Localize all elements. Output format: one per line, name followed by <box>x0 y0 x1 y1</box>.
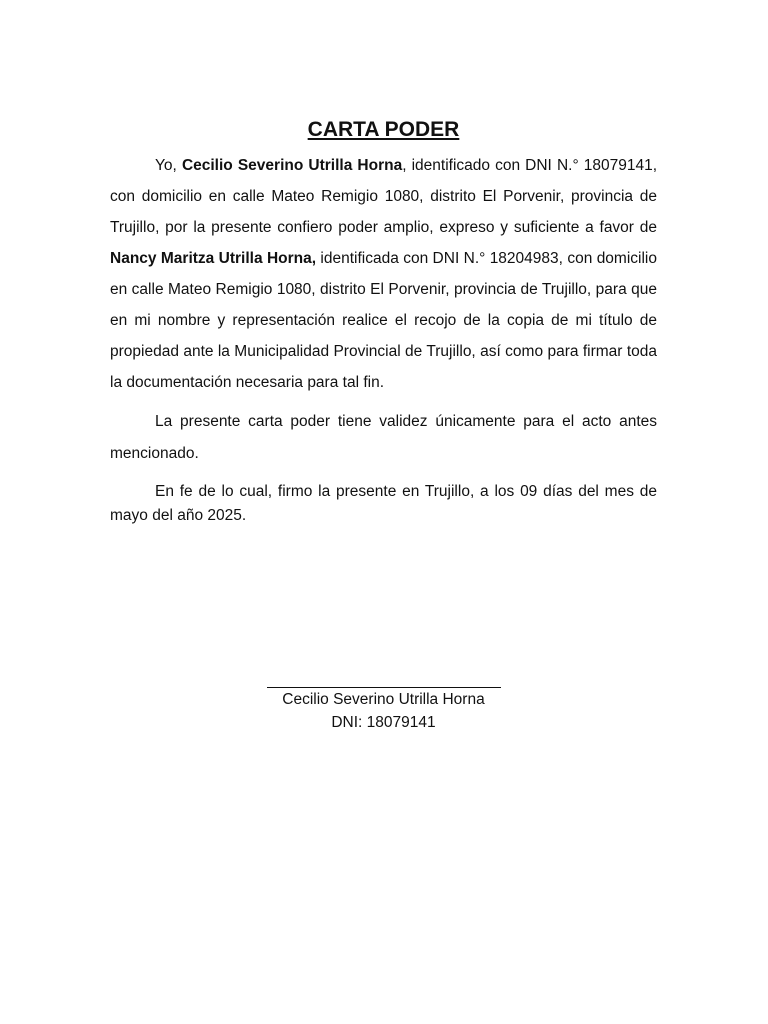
paragraph-grant-text-2: , identificado con DNI N.° 18079141, con domicilio en calle Mateo Remigio 1080, distrito El Porvenir, provincia de Trujillo, por la presente confiero poder amplio, expreso y suficiente a favor de <box>110 157 657 236</box>
paragraph-grant-text-1: Yo, <box>155 157 182 174</box>
grantee-name: Nancy Maritza Utrilla Horna, <box>110 250 317 267</box>
signature-block <box>110 668 657 734</box>
grantor-name: Cecilio Severino Utrilla Horna <box>181 157 403 174</box>
document-title: CARTA PODER <box>307 118 460 141</box>
paragraph-grant <box>110 150 657 398</box>
signature-line <box>267 668 501 688</box>
signatory-dni: DNI: 18079141 <box>331 714 436 731</box>
paragraph-closing: En fe de lo cual, firmo la presente en Trujillo, a los 09 días del mes de mayo del año 2025. <box>110 483 657 524</box>
document-body <box>110 116 657 528</box>
paragraph-validity: La presente carta poder tiene validez únicamente para el acto antes mencionado. <box>110 413 657 462</box>
signatory-name: Cecilio Severino Utrilla Horna <box>282 691 485 708</box>
paragraph-grant-text-3: identificada con DNI N.° 18204983, con domicilio en calle Mateo Remigio 1080, distrito El Porvenir, provincia de Trujillo, para que en mi nombre y representación realice el recojo de la copia de mi título de propiedad ante la Municipalidad Provincial de Trujillo, así como para firmar toda la documentación necesaria para tal fin. <box>110 250 657 391</box>
